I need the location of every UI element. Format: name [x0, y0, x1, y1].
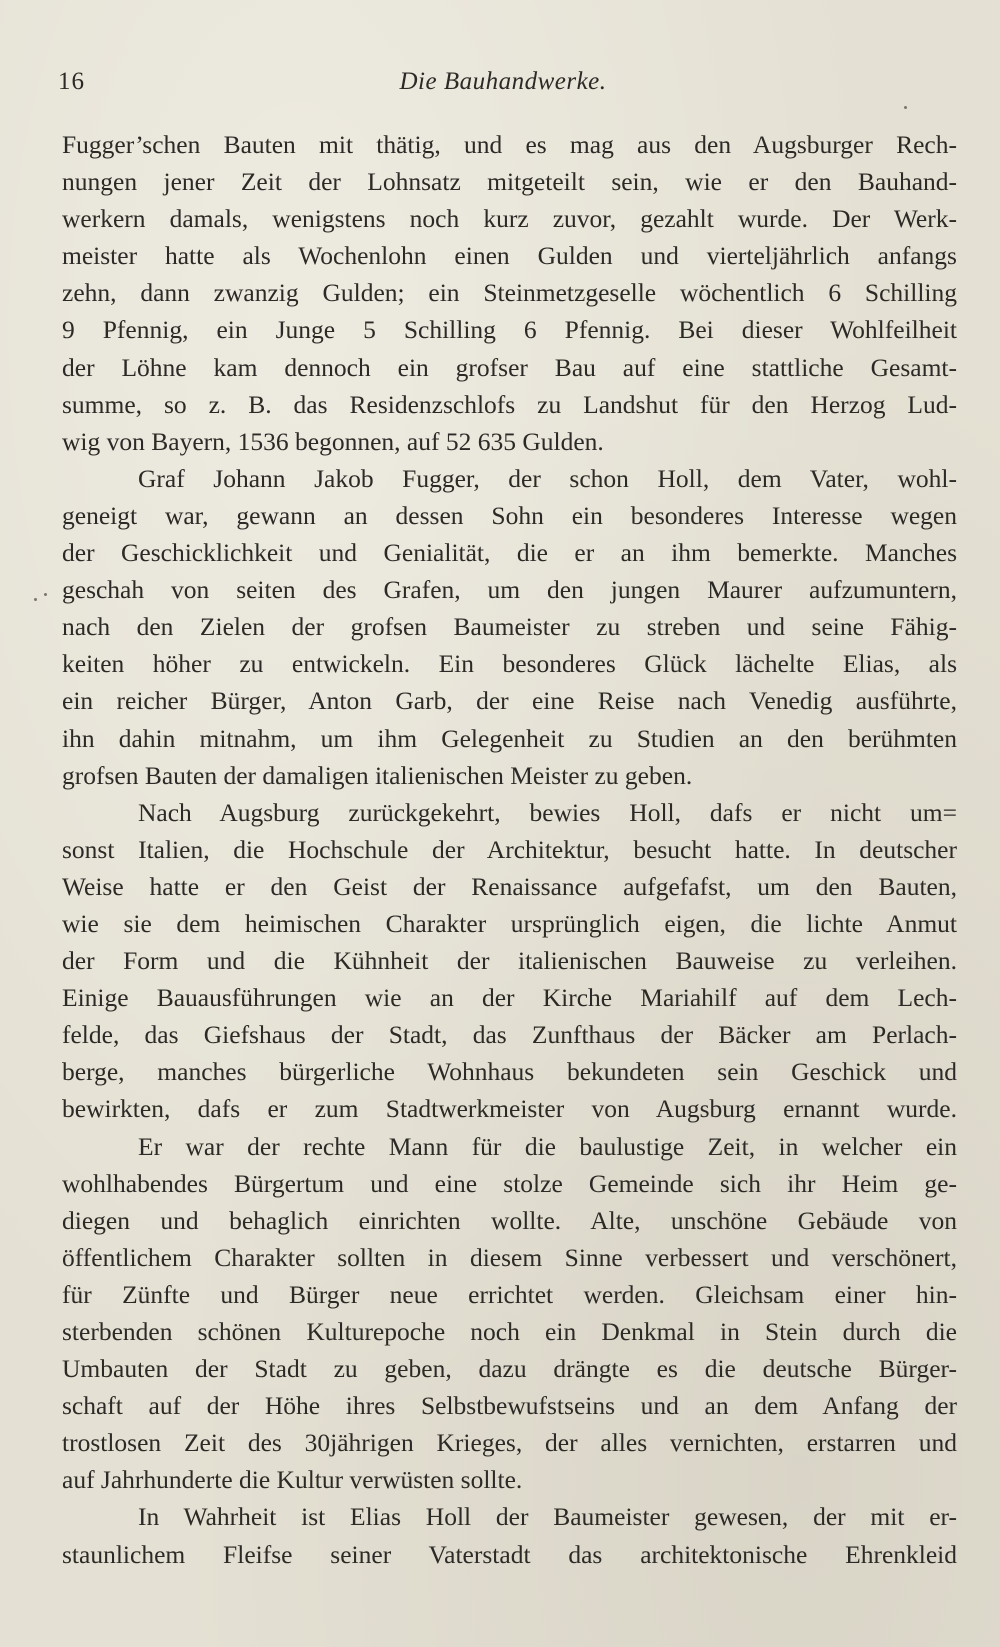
text-line: schaft auf der Höhe ihres Selbstbewufstseins und an dem Anfang der — [62, 1391, 957, 1421]
text-line: felde, das Giefshaus der Stadt, das Zunfthaus der Bäcker am Perlach- — [62, 1020, 957, 1050]
text-line: diegen und behaglich einrichten wollte. Alte, unschöne Gebäude von — [62, 1205, 957, 1235]
body-text — [62, 126, 957, 1573]
text-line: summe, so z. B. das Residenzschlofs zu Landshut für den Herzog Lud- — [62, 389, 957, 419]
paper-speck — [44, 593, 47, 596]
text-line: sonst Italien, die Hochschule der Architektur, besucht hatte. In deutscher — [62, 834, 957, 864]
text-line: der Form und die Kühnheit der italienischen Bauweise zu verleihen. — [62, 946, 957, 976]
text-line: ihn dahin mitnahm, um ihm Gelegenheit zu Studien an den berühmten — [62, 723, 957, 753]
text-line: der Löhne kam dennoch ein grofser Bau auf eine stattliche Gesamt- — [62, 352, 957, 382]
text-line: Umbauten der Stadt zu geben, dazu drängte es die deutsche Bürger- — [62, 1354, 957, 1384]
text-line: nach den Zielen der grofsen Baumeister zu streben und seine Fähig- — [62, 612, 957, 642]
text-line: für Zünfte und Bürger neue errichtet werden. Gleichsam einer hin- — [62, 1279, 957, 1309]
text-line: zehn, dann zwanzig Gulden; ein Steinmetzgeselle wöchentlich 6 Schilling — [62, 278, 957, 308]
text-line: geneigt war, gewann an dessen Sohn ein besonderes Interesse wegen — [62, 500, 957, 530]
text-line: Einige Bauausführungen wie an der Kirche Mariahilf auf dem Lech- — [62, 983, 957, 1013]
text-line: staunlichem Fleifse seiner Vaterstadt das architektonische Ehrenkleid — [62, 1539, 957, 1569]
paper-speck — [34, 598, 37, 601]
text-line: keiten höher zu entwickeln. Ein besonderes Glück lächelte Elias, als — [62, 649, 957, 679]
page-number: 16 — [58, 68, 85, 95]
text-line: In Wahrheit ist Elias Holl der Baumeister gewesen, der mit er- — [138, 1502, 957, 1532]
text-line: meister hatte als Wochenlohn einen Gulden und vierteljährlich anfangs — [62, 241, 957, 271]
text-line: werkern damals, wenigstens noch kurz zuvor, gezahlt wurde. Der Werk- — [62, 204, 957, 234]
text-line: Nach Augsburg zurückgekehrt, bewies Holl, dafs er nicht um= — [138, 797, 957, 827]
text-line: wie sie dem heimischen Charakter ursprünglich eigen, die lichte Anmut — [62, 908, 957, 938]
text-line: nungen jener Zeit der Lohnsatz mitgeteilt sein, wie er den Bauhand- — [62, 167, 957, 197]
paper-speck — [904, 106, 907, 109]
text-line: berge, manches bürgerliche Wohnhaus bekundeten sein Geschick und — [62, 1057, 957, 1087]
text-line: wig von Bayern, 1536 begonnen, auf 52 635 Gulden. — [62, 426, 604, 456]
text-line: Fugger’schen Bauten mit thätig, und es mag aus den Augsburger Rech- — [62, 130, 957, 159]
text-line: bewirkten, dafs er zum Stadtwerkmeister von Augsburg ernannt wurde. — [62, 1094, 957, 1124]
text-line: geschah von seiten des Grafen, um den jungen Maurer aufzumuntern, — [62, 575, 957, 605]
text-line: grofsen Bauten der damaligen italienischen Meister zu geben. — [62, 760, 693, 790]
text-line: sterbenden schönen Kulturepoche noch ein Denkmal in Stein durch die — [62, 1317, 957, 1346]
text-line: Graf Johann Jakob Fugger, der schon Holl, dem Vater, wohl- — [138, 463, 957, 493]
text-line: ein reicher Bürger, Anton Garb, der eine Reise nach Venedig ausführte, — [62, 686, 957, 716]
text-line: trostlosen Zeit des 30jährigen Krieges, der alles vernichten, erstarren und — [62, 1428, 957, 1458]
text-line: 9 Pfennig, ein Junge 5 Schilling 6 Pfennig. Bei dieser Wohlfeilheit — [62, 315, 957, 345]
text-line: wohlhabendes Bürgertum und eine stolze Gemeinde sich ihr Heim ge- — [62, 1168, 957, 1198]
text-line: auf Jahrhunderte die Kultur verwüsten sollte. — [62, 1465, 523, 1495]
page-header — [58, 68, 948, 108]
text-line: Weise hatte er den Geist der Renaissance aufgefafst, um den Bauten, — [62, 871, 957, 901]
text-line: Er war der rechte Mann für die baulustige Zeit, in welcher ein — [138, 1131, 957, 1161]
text-line: der Geschicklichkeit und Genialität, die er an ihm bemerkte. Manches — [62, 538, 957, 568]
running-title: Die Bauhandwerke. — [399, 68, 607, 95]
text-line: öffentlichem Charakter sollten in diesem Sinne verbessert und verschönert, — [62, 1242, 957, 1272]
